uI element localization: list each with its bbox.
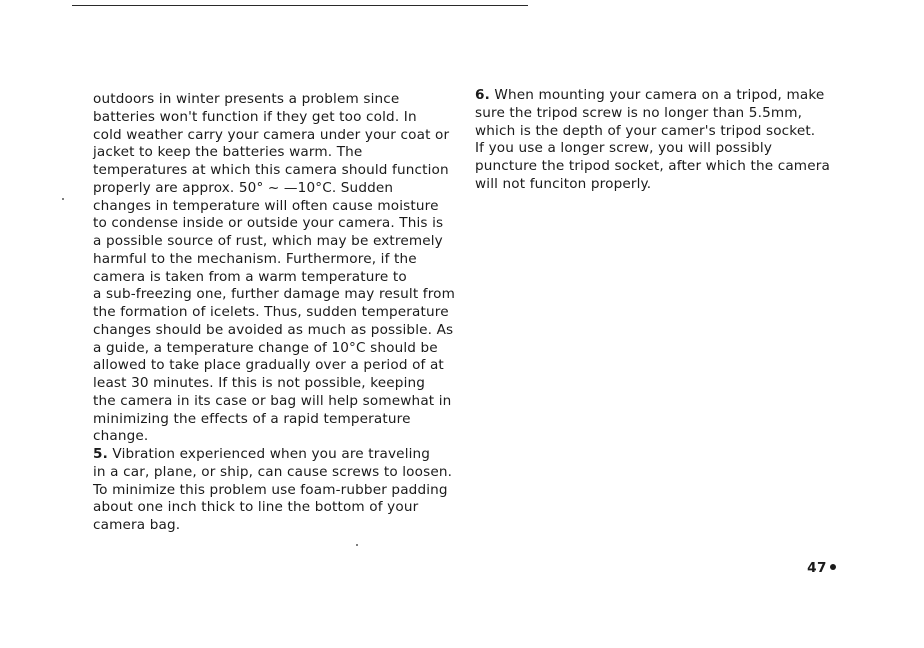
text-line: properly are approx. 50° ~ —10°C. Sudden [93, 179, 394, 196]
text-line: to condense inside or outside your camera. This is [93, 215, 444, 232]
text-line: changes should be avoided as much as possible. As [93, 321, 454, 338]
text-line: about one inch thick to line the bottom of your [93, 499, 419, 516]
text-line: which is the depth of your camer's tripod socket. [475, 122, 816, 139]
numbered-paragraph [93, 446, 465, 535]
page-number [807, 560, 836, 576]
top-rule [72, 5, 528, 6]
text-line: a guide, a temperature change of 10°C should be [93, 339, 438, 356]
text-line: change. [93, 428, 149, 445]
text-line: jacket to keep the batteries warm. The [93, 144, 363, 161]
text-line: temperatures at which this camera should function [93, 162, 449, 178]
text-line: puncture the tripod socket, after which the camera [475, 158, 830, 174]
text-line: sure the tripod screw is no longer than 5.5mm, [475, 104, 803, 121]
text-line: the camera in its case or bag will help somewhat in [93, 392, 452, 409]
text-line: Vibration experienced when you are traveling [112, 446, 431, 462]
paragraph [93, 91, 465, 446]
text-line: batteries won't function if they get too cold. In [93, 108, 417, 125]
text-line: minimizing the effects of a rapid temperature [93, 410, 411, 427]
text-line: camera bag. [93, 517, 181, 533]
scan-speck [356, 544, 358, 546]
text-line: When mounting your camera on a tripod, make [494, 87, 825, 103]
text-line: will not funciton properly. [475, 175, 652, 192]
item-number: 6. [475, 87, 490, 103]
item-number: 5. [93, 446, 108, 462]
text-line: harmful to the mechanism. Furthermore, if the [93, 250, 417, 267]
left-column [93, 91, 465, 535]
text-line: camera is taken from a warm temperature to [93, 268, 407, 285]
text-line: the formation of icelets. Thus, sudden temperature [93, 304, 449, 320]
text-line: If you use a longer screw, you will possibly [475, 140, 773, 157]
text-line: changes in temperature will often cause moisture [93, 197, 439, 214]
text-line: a possible source of rust, which may be extremely [93, 233, 443, 249]
text-line: least 30 minutes. If this is not possible, keeping [93, 375, 426, 391]
text-line: a sub-freezing one, further damage may result from [93, 286, 456, 303]
page-number-text: 47 [807, 560, 827, 576]
page-bullet-icon [830, 564, 836, 570]
numbered-paragraph [475, 87, 847, 194]
text-line: cold weather carry your camera under your coat or [93, 126, 450, 143]
text-line: outdoors in winter presents a problem since [93, 91, 400, 107]
text-line: in a car, plane, or ship, can cause screws to loosen. [93, 463, 453, 480]
right-column [475, 87, 847, 194]
scan-speck [62, 198, 64, 200]
text-line: allowed to take place gradually over a period of at [93, 357, 444, 374]
text-line: To minimize this problem use foam-rubber padding [93, 481, 448, 498]
